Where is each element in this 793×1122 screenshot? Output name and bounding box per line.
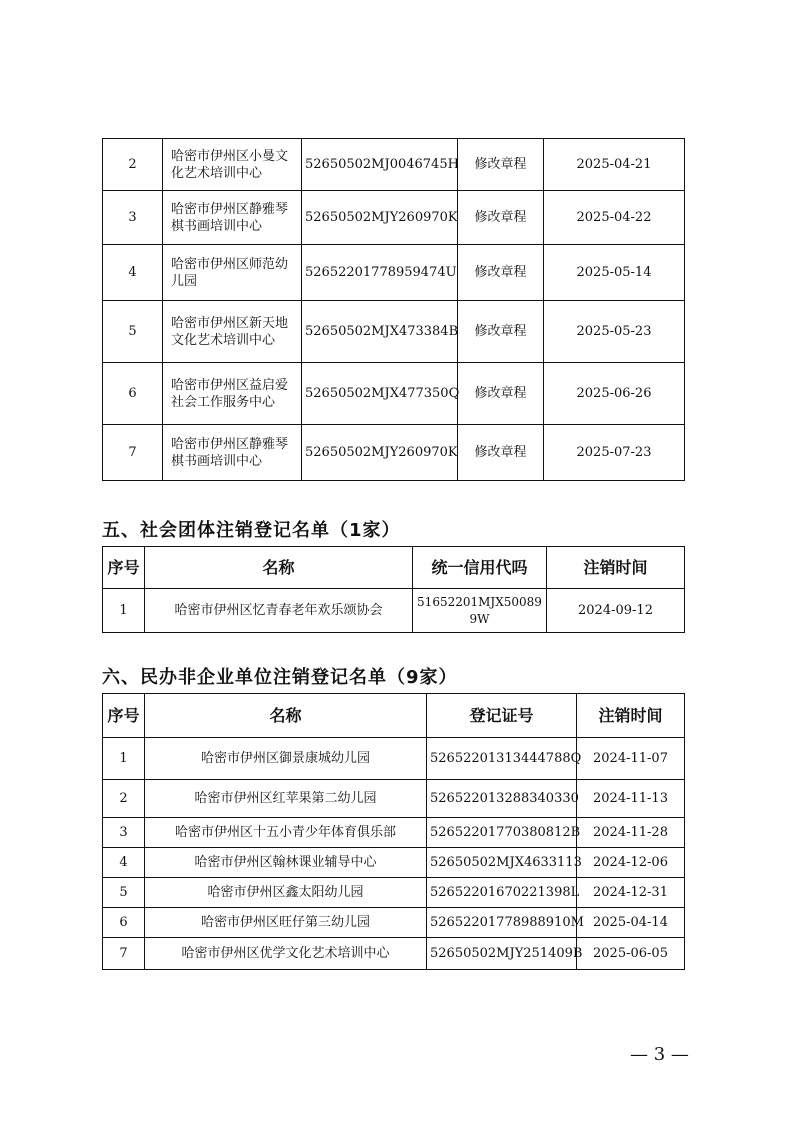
table-row: [103, 848, 685, 878]
table-header-row: [103, 694, 685, 738]
org-name: 哈密市伊州区益启爱社会工作服务中心: [163, 363, 302, 425]
change-action: 修改章程: [458, 301, 544, 363]
registration-number: 52650502MJX4633113: [427, 848, 577, 878]
credit-code: 52652201778959474U: [302, 245, 458, 301]
table-row: [103, 780, 685, 818]
table-row: [103, 938, 685, 970]
org-name: 哈密市伊州区御景康城幼儿园: [145, 738, 427, 780]
page-number: — 3 —: [630, 1044, 689, 1065]
change-date: 2025-04-21: [544, 139, 685, 191]
credit-code: 52650502MJX473384B: [302, 301, 458, 363]
row-number: 2: [103, 139, 163, 191]
header-num: 序号: [103, 694, 145, 738]
cancel-date: 2024-12-06: [577, 848, 685, 878]
org-name: 哈密市伊州区翰林课业辅导中心: [145, 848, 427, 878]
org-name: 哈密市伊州区静雅琴棋书画培训中心: [163, 425, 302, 481]
credit-code: 51652201MJX500899W: [413, 589, 547, 633]
change-date: 2025-05-23: [544, 301, 685, 363]
row-number: 7: [103, 425, 163, 481]
credit-code: 52650502MJY260970K: [302, 425, 458, 481]
social-group-cancellation-table: [102, 546, 685, 633]
table-row: [103, 425, 685, 481]
table-row: [103, 589, 685, 633]
cancel-date: 2024-09-12: [547, 589, 685, 633]
section5-heading: 五、社会团体注销登记名单（1家）: [102, 520, 401, 541]
table-row: [103, 363, 685, 425]
org-name: 哈密市伊州区小曼文化艺术培训中心: [163, 139, 302, 191]
org-name: 哈密市伊州区新天地文化艺术培训中心: [163, 301, 302, 363]
change-registration-table: [102, 138, 685, 481]
header-date: 注销时间: [547, 547, 685, 589]
change-date: 2025-06-26: [544, 363, 685, 425]
table-row: [103, 301, 685, 363]
org-name: 哈密市伊州区旺仔第三幼儿园: [145, 908, 427, 938]
row-number: 1: [103, 738, 145, 780]
row-number: 4: [103, 245, 163, 301]
table-row: [103, 191, 685, 245]
change-date: 2025-04-22: [544, 191, 685, 245]
table-row: [103, 878, 685, 908]
change-date: 2025-07-23: [544, 425, 685, 481]
org-name: 哈密市伊州区红苹果第二幼儿园: [145, 780, 427, 818]
credit-code: 52650502MJ0046745H: [302, 139, 458, 191]
table-row: [103, 818, 685, 848]
row-number: 1: [103, 589, 145, 633]
header-name: 名称: [145, 694, 427, 738]
table-header-row: [103, 547, 685, 589]
table-row: [103, 738, 685, 780]
change-action: 修改章程: [458, 245, 544, 301]
registration-number: 52652201770380812B: [427, 818, 577, 848]
registration-number: 52650502MJY251409B: [427, 938, 577, 970]
row-number: 3: [103, 818, 145, 848]
table-row: [103, 139, 685, 191]
registration-number: 52652201670221398L: [427, 878, 577, 908]
row-number: 2: [103, 780, 145, 818]
section6-heading: 六、民办非企业单位注销登记名单（9家）: [102, 667, 458, 688]
header-name: 名称: [145, 547, 413, 589]
row-number: 4: [103, 848, 145, 878]
header-num: 序号: [103, 547, 145, 589]
registration-number: 526522013288340330: [427, 780, 577, 818]
row-number: 6: [103, 908, 145, 938]
change-action: 修改章程: [458, 363, 544, 425]
org-name: 哈密市伊州区师范幼儿园: [163, 245, 302, 301]
credit-code: 52650502MJX477350Q: [302, 363, 458, 425]
cancel-date: 2024-11-13: [577, 780, 685, 818]
org-name: 哈密市伊州区忆青春老年欢乐颂协会: [145, 589, 413, 633]
header-date: 注销时间: [577, 694, 685, 738]
registration-number: 52652201778988910M: [427, 908, 577, 938]
cancel-date: 2024-11-07: [577, 738, 685, 780]
row-number: 7: [103, 938, 145, 970]
private-nonenterprise-cancellation-table: [102, 693, 685, 970]
change-action: 修改章程: [458, 191, 544, 245]
table-row: [103, 245, 685, 301]
registration-number: 52652201313444788Q: [427, 738, 577, 780]
cancel-date: 2024-12-31: [577, 878, 685, 908]
cancel-date: 2025-04-14: [577, 908, 685, 938]
row-number: 6: [103, 363, 163, 425]
row-number: 5: [103, 301, 163, 363]
cancel-date: 2024-11-28: [577, 818, 685, 848]
org-name: 哈密市伊州区静雅琴棋书画培训中心: [163, 191, 302, 245]
table-row: [103, 908, 685, 938]
header-code: 统一信用代吗: [413, 547, 547, 589]
org-name: 哈密市伊州区优学文化艺术培训中心: [145, 938, 427, 970]
change-action: 修改章程: [458, 425, 544, 481]
org-name: 哈密市伊州区十五小青少年体育俱乐部: [145, 818, 427, 848]
row-number: 3: [103, 191, 163, 245]
cancel-date: 2025-06-05: [577, 938, 685, 970]
change-date: 2025-05-14: [544, 245, 685, 301]
org-name: 哈密市伊州区鑫太阳幼儿园: [145, 878, 427, 908]
credit-code: 52650502MJY260970K: [302, 191, 458, 245]
change-action: 修改章程: [458, 139, 544, 191]
row-number: 5: [103, 878, 145, 908]
header-code: 登记证号: [427, 694, 577, 738]
